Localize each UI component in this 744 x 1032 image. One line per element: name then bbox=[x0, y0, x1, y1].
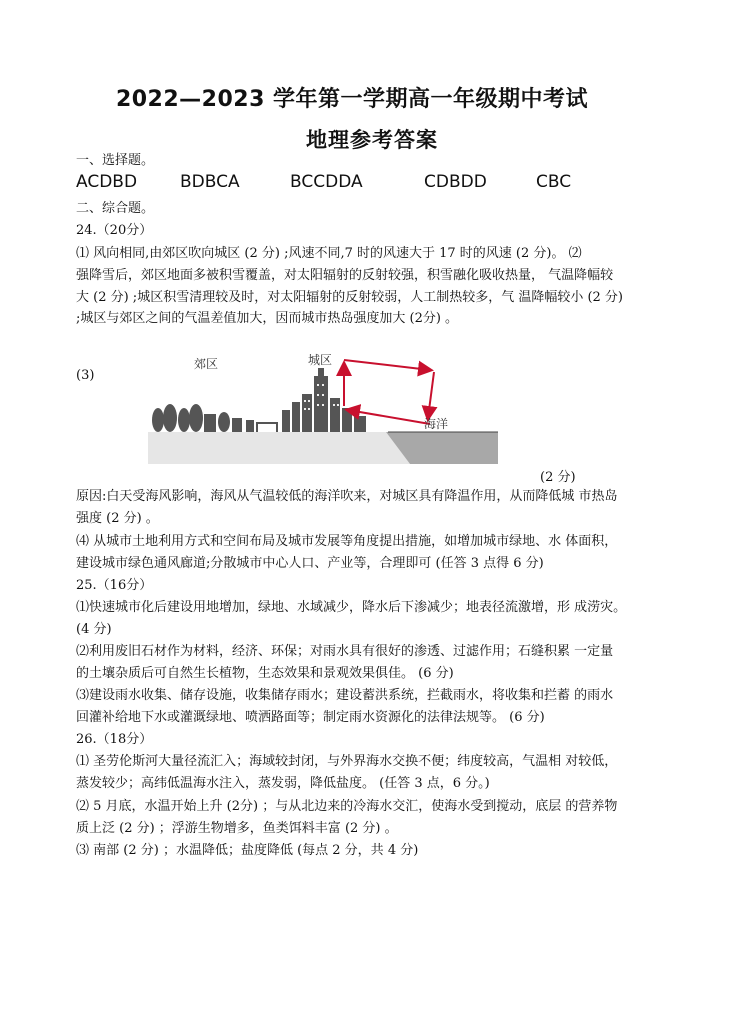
section-choice-heading: 一、选择题。 bbox=[76, 153, 155, 168]
city-label: 城区 bbox=[308, 353, 333, 367]
q24-reason-line: 原因:白天受海风影响，海风从气温较低的海洋吹来，对城区具有降温作用，从而降低城 市热岛 bbox=[76, 489, 618, 504]
upper-air-arrow bbox=[344, 360, 430, 370]
q24-text-line: 建设城市绿色通风廊道;分散城市中心人口、产业等，合理即可 (任答 3 点得 6 分) bbox=[76, 556, 544, 571]
q24-header: 24.（20分） bbox=[76, 223, 153, 238]
q25-text-line: ⑵利用废旧石材作为材料，经济、环保；对雨水具有很好的渗透、过滤作用；石缝积累 一定量 bbox=[76, 644, 614, 659]
answer-group: CDBDD bbox=[424, 172, 487, 192]
q26-text-line: ⑶ 南部 (2 分) ；水温降低；盐度降低 (每点 2 分，共 4 分) bbox=[76, 843, 419, 858]
ocean-label: 海洋 bbox=[424, 417, 449, 431]
answer-group: ACDBD bbox=[76, 172, 138, 192]
q24-text-line: 强降雪后，郊区地面多被积雪覆盖，对太阳辐射的反射较强，积雪融化吸收热量， 气温降幅较 bbox=[76, 268, 614, 283]
sea-breeze-diagram bbox=[148, 340, 508, 466]
city-buildings bbox=[282, 368, 366, 432]
q24-text-line: ⑷ 从城市土地利用方式和空间布局及城市发展等角度提出措施，如增加城市绿地、水 体面积， bbox=[76, 534, 618, 549]
answer-group: CBC bbox=[536, 172, 572, 192]
q24-reason-line: 强度 (2 分) 。 bbox=[76, 511, 159, 526]
answer-group: BDBCA bbox=[180, 172, 240, 192]
exam-title: 2022—2023 学年第一学期高一年级期中考试 bbox=[115, 87, 589, 112]
q26-text-line: ⑴ 圣劳伦斯河大量径流汇入；海域较封闭，与外界海水交换不便；纬度较高，气温相 对较低， bbox=[76, 754, 618, 769]
q24-text-line: ⑴ 风向相同,由郊区吹向城区 (2 分) ;风速不同,7 时的风速大于 17 时的风速 (2 分)。 ⑵ bbox=[76, 246, 582, 261]
q25-text-line: ⑶建设雨水收集、储存设施，收集储存雨水；建设蓄洪系统，拦截雨水，将收集和拦蓄 的雨水 bbox=[76, 688, 614, 703]
circulation-arrows bbox=[344, 360, 434, 424]
q26-text-line: 蒸发较少；高纬低温海水注入，蒸发弱，降低盐度。 (任答 3 点，6 分。) bbox=[76, 776, 490, 791]
figure-score: (2 分) bbox=[540, 470, 576, 485]
q25-header: 25.（16分） bbox=[76, 578, 153, 593]
q25-text-line: 回灌补给地下水或灌溉绿地、喷洒路面等；制定雨水资源化的法律法规等。 (6 分) bbox=[76, 710, 545, 725]
suburb-label: 郊区 bbox=[194, 357, 219, 371]
answer-group: BCCDDA bbox=[290, 172, 363, 192]
q24-text-line: ;城区与郊区之间的气温差值加大，因而城市热岛强度加大 (2分) 。 bbox=[76, 311, 459, 326]
figure-part-label: (3) bbox=[76, 368, 95, 383]
q26-header: 26.（18分） bbox=[76, 732, 153, 747]
sinking-air-arrow bbox=[428, 372, 434, 418]
land-shape bbox=[148, 432, 410, 464]
sea-breeze-figure bbox=[76, 340, 696, 490]
q25-text-line: (4 分) bbox=[76, 622, 112, 637]
q25-text-line: ⑴快速城市化后建设用地增加，绿地、水域减少，降水后下渗减少；地表径流激增，形 成涝灾。 bbox=[76, 600, 627, 615]
q25-text-line: 的土壤杂质后可自然生长植物，生态效果和景观效果俱佳。 (6 分) bbox=[76, 666, 454, 681]
suburb-trees bbox=[152, 404, 278, 432]
q26-text-line: ⑵ 5 月底，水温开始上升 (2分) ；与从北边来的冷海水交汇，使海水受到搅动，底层 的营养物 bbox=[76, 799, 618, 814]
q24-text-line: 大 (2 分) ;城区积雪清理较及时，对太阳辐射的反射较弱，人工制热较多，气 温降幅较小 (2 分) bbox=[76, 290, 624, 305]
choice-answers bbox=[76, 172, 696, 196]
section-comprehensive-heading: 二、综合题。 bbox=[76, 201, 155, 216]
q26-text-line: 质上泛 (2 分) ；浮游生物增多，鱼类饵料丰富 (2 分) 。 bbox=[76, 821, 398, 836]
answer-key-title: 地理参考答案 bbox=[306, 128, 438, 152]
